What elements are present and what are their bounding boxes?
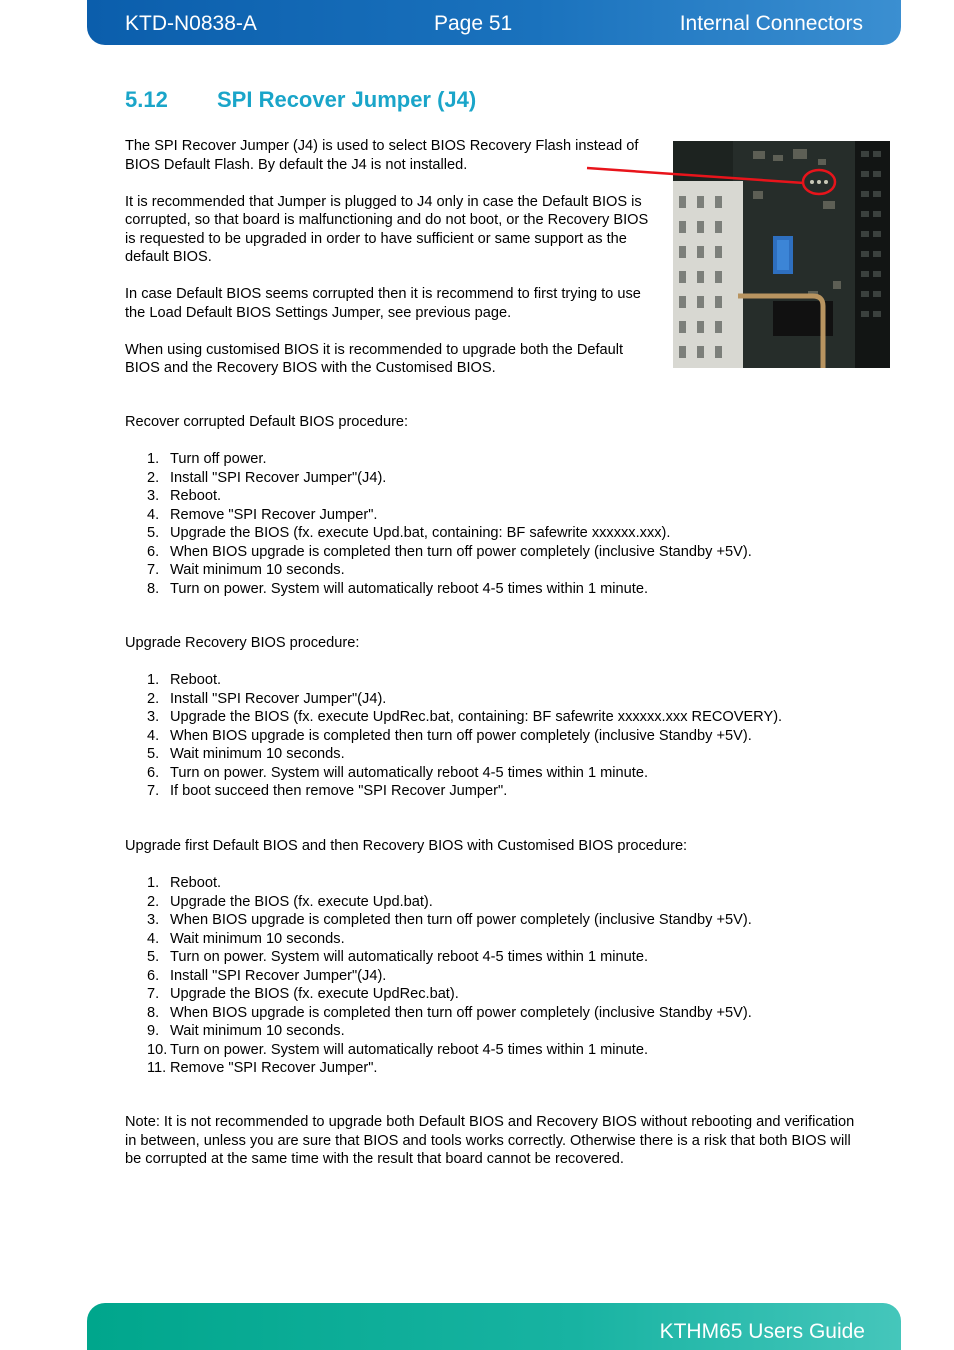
list-item: 2. Upgrade the BIOS (fx. execute Upd.bat). [147, 893, 433, 910]
intro-paragraph: In case Default BIOS seems corrupted then it is recommend to first trying to use the Load Default BIOS Settings Jumper, see previous page. [125, 286, 641, 321]
list-item: 8. When BIOS upgrade is completed then turn off power completely (inclusive Standby +5V). [147, 1004, 752, 1021]
list-item: 6. Turn on power. System will automatically reboot 4-5 times within 1 minute. [147, 764, 649, 781]
list-item: 7. Wait minimum 10 seconds. [147, 562, 345, 578]
procedure-customised [125, 837, 865, 1078]
intro-paragraph: It is recommended that Jumper is plugged to J4 only in case the Default BIOS is corrupted, so that board is malfunctioning and do not boot, or the Recovery BIOS is requested to be upgraded in order to have sufficient or same support as the default BIOS. [125, 193, 649, 265]
procedure-title: Upgrade first Default BIOS and then Recovery BIOS with Customised BIOS procedure: [125, 838, 688, 854]
list-item: 4. Remove "SPI Recover Jumper". [147, 506, 378, 523]
intro-paragraph: The SPI Recover Jumper (J4) is used to select BIOS Recovery Flash instead of BIOS Default Flash. By default the J4 is not installed. [125, 138, 639, 173]
procedure-steps [125, 874, 865, 1078]
procedure-steps [125, 450, 865, 598]
list-item: 3. Reboot. [147, 488, 222, 504]
page-number: Page 51 [434, 12, 513, 35]
procedure-title: Upgrade Recovery BIOS procedure: [125, 635, 360, 651]
page-header [87, 0, 901, 45]
procedure-recover-default [125, 413, 865, 598]
list-item: 3. Upgrade the BIOS (fx. execute UpdRec.bat, containing: BF safewrite xxxxxx.xxx RECOVERY). [147, 709, 783, 725]
doc-id: KTD-N0838-A [125, 12, 257, 35]
guide-title: KTHM65 Users Guide [659, 1320, 865, 1343]
list-item: 1. Turn off power. [147, 451, 267, 467]
list-item: 5. Upgrade the BIOS (fx. execute Upd.bat, containing: BF safewrite xxxxxx.xxx). [147, 525, 671, 541]
section-number: 5.12 [125, 87, 168, 112]
list-item: 5. Wait minimum 10 seconds. [147, 746, 345, 762]
procedure-upgrade-recovery [125, 634, 865, 801]
list-item: 5. Turn on power. System will automatically reboot 4-5 times within 1 minute. [147, 949, 649, 965]
list-item: 6. When BIOS upgrade is completed then turn off power completely (inclusive Standby +5V). [147, 543, 752, 560]
list-item: 7. If boot succeed then remove "SPI Recover Jumper". [147, 783, 508, 799]
list-item: 7. Upgrade the BIOS (fx. execute UpdRec.bat). [147, 986, 459, 1002]
intro-paragraph: When using customised BIOS it is recommended to upgrade both the Default BIOS and the Recovery BIOS with the Customised BIOS. [125, 341, 624, 376]
list-item: 10. Turn on power. System will automatically reboot 4-5 times within 1 minute. [147, 1041, 649, 1058]
note-text: Note: It is not recommended to upgrade both Default BIOS and Recovery BIOS without rebooting and verification in between, unless you are sure that BIOS and tools works correctly. Otherwise there is a risk that both BIOS will be corrupted at the same time with the result that board cannot be recovered. [125, 1114, 855, 1167]
procedure-title: Recover corrupted Default BIOS procedure: [125, 414, 409, 430]
list-item: 9. Wait minimum 10 seconds. [147, 1023, 345, 1039]
list-item: 4. When BIOS upgrade is completed then turn off power completely (inclusive Standby +5V). [147, 727, 752, 744]
list-item: 8. Turn on power. System will automatically reboot 4-5 times within 1 minute. [147, 580, 649, 597]
procedure-steps [125, 671, 865, 801]
list-item: 2. Install "SPI Recover Jumper"(J4). [147, 469, 387, 486]
list-item: 4. Wait minimum 10 seconds. [147, 930, 345, 947]
list-item: 2. Install "SPI Recover Jumper"(J4). [147, 690, 387, 707]
list-item: 11. Remove "SPI Recover Jumper". [147, 1060, 378, 1076]
list-item: 1. Reboot. [147, 672, 222, 688]
section-title: SPI Recover Jumper (J4) [217, 87, 477, 112]
board-photo-drawing [673, 141, 890, 368]
list-item: 1. Reboot. [147, 875, 222, 891]
chapter-title: Internal Connectors [679, 12, 863, 35]
section-heading [125, 86, 476, 114]
list-item: 3. When BIOS upgrade is completed then turn off power completely (inclusive Standby +5V). [147, 912, 752, 928]
board-photo [673, 141, 890, 368]
page-footer [87, 1303, 901, 1350]
intro-text [125, 137, 655, 396]
list-item: 6. Install "SPI Recover Jumper"(J4). [147, 967, 387, 984]
